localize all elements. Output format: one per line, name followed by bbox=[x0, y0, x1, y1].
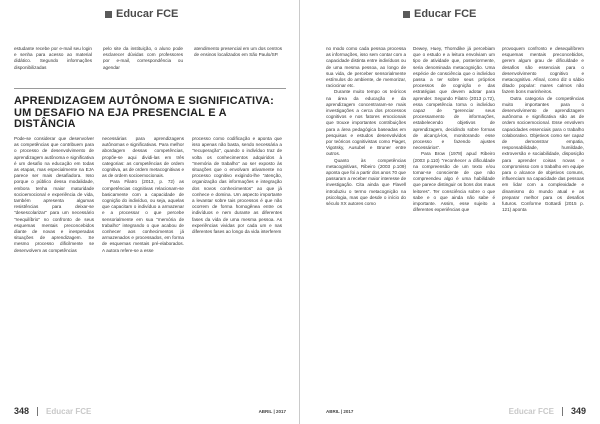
top-column-2 bbox=[103, 46, 183, 72]
page-footer bbox=[509, 406, 586, 416]
body-column-2 bbox=[413, 46, 495, 392]
footer-brand: Educar FCE bbox=[508, 406, 554, 416]
brand-square-icon bbox=[403, 11, 410, 18]
page-header bbox=[105, 8, 178, 20]
article-title: APRENDIZAGEM AUTÔNOMA E SIGNIFICATIVA: UM DESAFIO NA EJA PRESENCIAL E A DISTÂNCIA bbox=[14, 95, 274, 130]
body-column-3 bbox=[192, 136, 282, 392]
footer-date: ABRIL | 2017 bbox=[326, 409, 354, 414]
paragraph: Para Brow (1978) apud Ribeiro (2003 p.110) "reconhecer a dificuldade na compreensão de um texto e/ou tomar-se consciente de que não compreendeu algo é uma habilidade que parece distinguir os bons dos maus leitores". Ter consciência sobre o que sabe e o que ainda não sabe é importante. Assim, esse sujeito a diferentes experiências que bbox=[413, 151, 495, 213]
paragraph: estudante recebe por e-mail seu login e senha para acesso ao material didático. Segundo informações disponibilizadas bbox=[14, 46, 92, 70]
paragraph: Durante muito tempo os teóricos na área da educação e da aprendizagem concentraram-se mais investigações a cerca dos processos cognitivos e nos fatores emocionais que trouxe importantes contribuições para a área pedagógica baseadas em pesquisas e estudos desenvolvidos por teóricos cognitivistas como Piaget, Vigotsky, Ausubel e Bruner entre outros. bbox=[326, 89, 406, 157]
top-column-1 bbox=[14, 46, 92, 72]
paragraph: Para Filatro (2013, p. 72) as competências cognitivas relacionam-se basicamente com a capacidade de cognição do indivíduo, ou seja, aquelas que capacitam o indivíduo a armazenar e a processar o que percebe sensorialmente em sua "memória de trabalho" integrando o que acabou de conhecer aos conhecimentos já armazenados e processados, em forma de esquemas mentais pré-elaborados. A autora refere-se a esse bbox=[102, 179, 184, 253]
brand-title: Educar FCE bbox=[116, 8, 179, 20]
body-column-1 bbox=[14, 136, 94, 392]
body-column-3 bbox=[502, 46, 584, 392]
page-number: 349 bbox=[570, 406, 586, 416]
paragraph: Pode-se considerar que desenvolver as competências que contribuem para o processo de desenvolvimento de aprendizagem autônoma e significativa é um desafio na educação em todas as etapas, mas especialmente na EJA parece ser mais desafiadora. Isso porque o público dessa modalidade, embora tenha maior maturidade socioemocional e experiência de vida, também apresenta algumas resistências para deixar-se "desescolarizar" para um necessário "reequilíbrio" no confronto de seus esquemas mentais preconcebidos diante de novas e inesperadas situações de aprendizagem. Se mesmo processo dificilmente se desenvolvem as competências bbox=[14, 136, 94, 253]
paragraph: necessárias para aprendizagens autônomas e significativas. Para melhor abordagem dessas competências, propõe-se aqui dividi-las em três categorias: as competências de ordem cognitiva, as de ordem metacognitivas e as de ordem socioemocionais. bbox=[102, 136, 184, 179]
page-footer bbox=[14, 406, 91, 416]
paragraph: pelo site da instituição, o aluno pode esclarecer dúvidas com professores por e-mail, correspondência ou agendar bbox=[103, 46, 183, 70]
paragraph: Quanto às competências metacognitivas, Ribeiro (2003 p.109) aponta que foi a partir dos anos 70 que passaram a receber maior interesse de investigação. Cita ainda que Flavell introduziu o termo metacognição na psicologia, mas que desde o início do século XX autores como bbox=[326, 157, 406, 207]
paragraph: Outra categoria de competências muito importantes para o desenvolvimento de aprendizagem autônoma e significativa são as de ordem socioemocional. Esse envolvem capacidades essenciais para o trabalho colaborativo. Objetivos como ser capaz de demonstrar empatia, responsabilidade, humildade, extroversão e sociabilidade, disposição para aprender coisas novas e compromisso com o trabalho em equipe para o alcance de objetivos comuns, influenciam na capacidade das pessoas em lidar com a complexidade e dinamismo do mundo atual e as preparar melhor para os desafios futuros. Conforme Gottardi (2015 p. 121) aponta bbox=[502, 95, 584, 213]
right-page bbox=[300, 0, 600, 424]
footer-brand: Educar FCE bbox=[46, 406, 92, 416]
page-header bbox=[403, 8, 476, 20]
footer-separator bbox=[562, 407, 563, 416]
body-column-1 bbox=[326, 46, 406, 392]
body-column-2 bbox=[102, 136, 184, 392]
brand-square-icon bbox=[105, 11, 112, 18]
paragraph: provoquem confronto e desequilíbrem esquemas mentais preconcebidos, gerem algum grau de dificuldade e desafios são essenciais para o desenvolvimento cognitivo e metacognitivo. Afinal, como diz o sábio ditado popular: mares calmos não fazem bons marinheiros. bbox=[502, 46, 584, 95]
page-number: 348 bbox=[14, 406, 30, 416]
section-divider bbox=[14, 88, 286, 89]
paragraph: atendimento presencial em um dos centros de ensinos localizados em São Paulo/SP. bbox=[194, 46, 282, 58]
footer-date-block bbox=[326, 409, 353, 414]
paragraph: processo como codificação e aponta que isso apenas não basta, sendo necessária a "recuperação", quando o indivíduo traz de volta os conhecimentos adquiridos à "memória de trabalho" ao ser exposto às situações que o envolvam ativamente no processo cognitivo exigindo-lhe "atenção, organização das informações e integração dos novos conhecimentos" ao que já conhece e domina. Um aspecto importante a levantar sobre tais processos é que não ocorrem de forma homogênea entre os indivíduos e nem durante as diferentes fases da vida de uma mesma pessoa. As experiências vividas por cada um e nas diferentes fases ao longo da vida interferem bbox=[192, 136, 282, 235]
top-column-3 bbox=[194, 46, 282, 72]
paragraph: no modo como cada pessoa processa as informações, isso sem contar com a capacidade distinta entre indivíduos ou de uma mesma pessoa, ao longo de sua vida, de perceber sensorialmente estímulos do ambiente, de memorizar, raciocinar etc. bbox=[326, 46, 406, 89]
brand-title: Educar FCE bbox=[414, 8, 477, 20]
footer-separator bbox=[37, 407, 38, 416]
footer-date-block bbox=[259, 409, 286, 414]
footer-date: ABRIL | 2017 bbox=[258, 409, 286, 414]
paragraph: Dewey, Huey, Thorndike já percebiam que o estudo e a leitura envolviam um tipo de atividade que, posteriormente, seria denominada metacognição. Uma espécie de consciência que o indivíduo passa a ter sobre seus próprios processos de cognição e das estratégias que devem adotar para aprender. Segundo Filatro (2013 p.72), essa competência torna o indivíduo capaz de "gerenciar seus processamento de informações, estabelecendo objetivos de aprendizagem, decidindo sobre formas de alcançá-los, monitorando esse processo e fazendo ajustes necessários". bbox=[413, 46, 495, 151]
